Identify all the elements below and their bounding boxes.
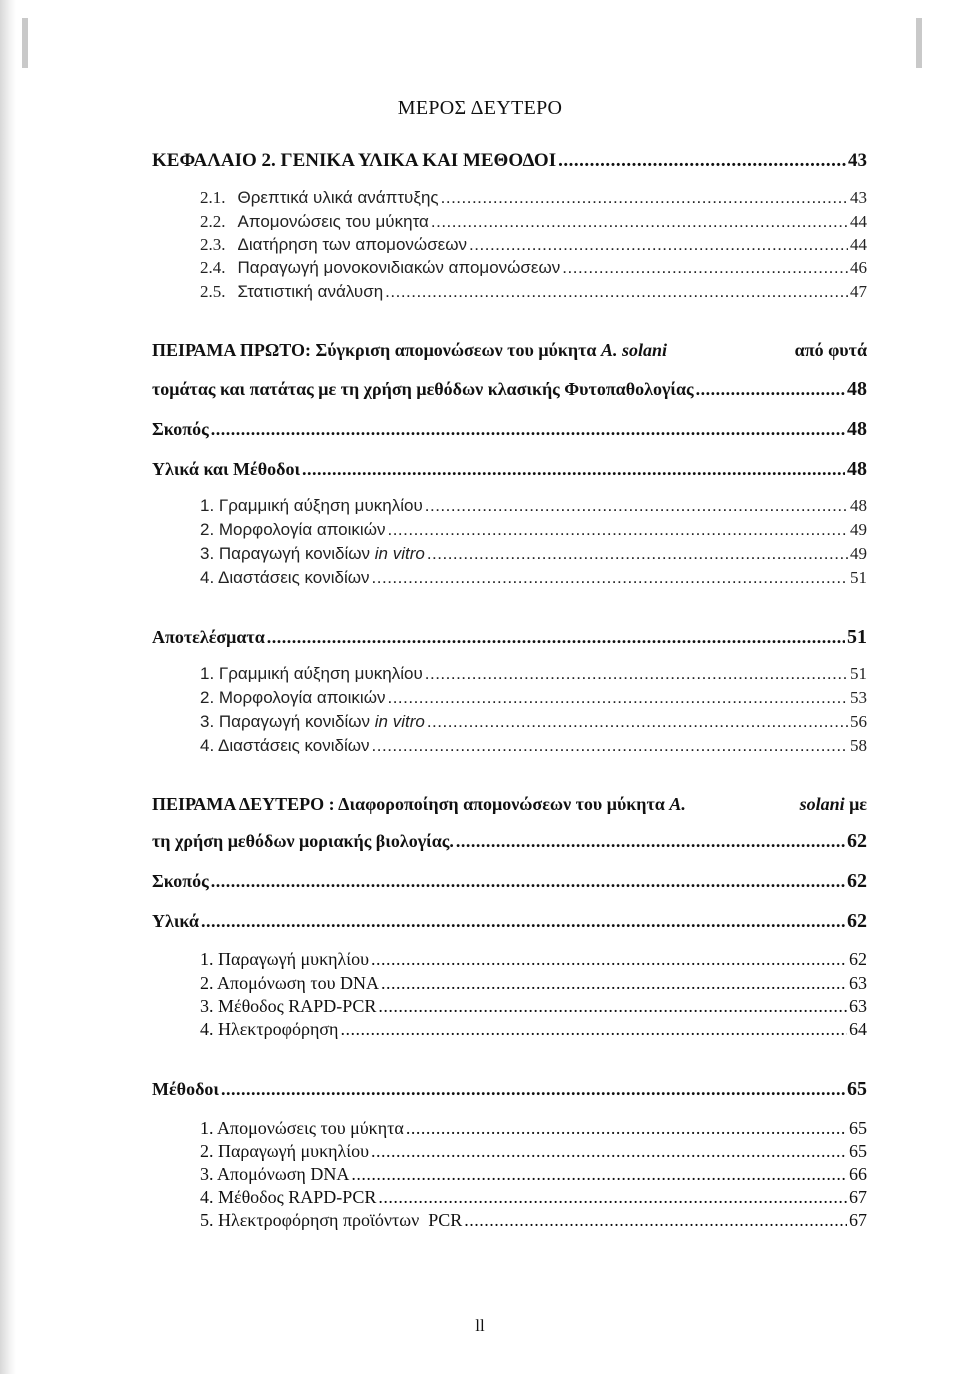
toc-exp2-method-5[interactable]: 5. Ηλεκτροφόρηση προϊόντων PCR ..... 67 <box>200 1210 867 1231</box>
toc-exp2-material-1[interactable]: 1. Παραγωγή μυκηλίου ..... 62 <box>200 949 867 970</box>
toc-exp2-material-4[interactable]: 4. Ηλεκτροφόρηση ..... 64 <box>200 1019 867 1040</box>
toc-exp1-result-1[interactable]: 1. Γραμμική αύξηση μυκηλίου ..... 51 <box>200 664 867 684</box>
toc-exp1-material-3[interactable]: 3. Παραγωγή κονιδίων in vitro ..... 49 <box>200 544 867 564</box>
toc-exp2-method-1[interactable]: 1. Απομονώσεις του μύκητα ..... 65 <box>200 1118 867 1139</box>
toc-section-2-4[interactable]: 2.4. Παραγωγή μονοκονιδιακών απομονώσεων ..... 46 <box>200 258 867 278</box>
scan-mark-right <box>916 18 922 68</box>
toc-exp1-result-3[interactable]: 3. Παραγωγή κονιδίων in vitro ..... 56 <box>200 712 867 732</box>
toc-exp1-materials[interactable]: Υλικά και Μέθοδοι ..... 48 <box>152 458 867 481</box>
toc-exp2-material-3[interactable]: 3. Μέθοδος RAPD-PCR ..... 63 <box>200 996 867 1017</box>
toc-exp2-title-line2[interactable]: τη χρήση μεθόδων μοριακής βιολογίας. ..... 62 <box>152 830 867 853</box>
toc-exp1-results[interactable]: Αποτελέσματα ..... 51 <box>152 626 867 649</box>
toc-chapter-page: 43 <box>848 150 867 171</box>
toc-exp2-material-2[interactable]: 2. Απομόνωση του DNA ..... 63 <box>200 973 867 994</box>
toc-exp2-method-3[interactable]: 3. Απομόνωση DNA ..... 66 <box>200 1164 867 1185</box>
toc-exp1-material-2[interactable]: 2. Μορφολογία αποικιών ..... 49 <box>200 520 867 540</box>
toc-section-2-1[interactable]: 2.1. Θρεπτικά υλικά ανάπτυξης ..... 43 <box>200 188 867 208</box>
page-number: ll <box>475 1316 485 1335</box>
toc-exp2-method-2[interactable]: 2. Παραγωγή μυκηλίου ..... 65 <box>200 1141 867 1162</box>
toc-exp2-title-line1[interactable]: ΠΕΙΡΑΜΑ ΔΕΥΤΕΡΟ : Διαφοροποίηση απομονώσεων του μύκητα A. solani με <box>152 794 867 814</box>
part-title: ΜΕΡΟΣ ΔΕΥΤΕΡΟ <box>397 97 563 119</box>
toc-section-2-3[interactable]: 2.3. Διατήρηση των απομονώσεων ..... 44 <box>200 235 867 255</box>
toc-exp2-methods[interactable]: Μέθοδοι ..... 65 <box>152 1078 867 1101</box>
toc-exp2-aim[interactable]: Σκοπός ..... 62 <box>152 870 867 893</box>
toc-section-2-5[interactable]: 2.5. Στατιστική ανάλυση ..... 47 <box>200 282 867 302</box>
toc-exp2-method-4[interactable]: 4. Μέθοδος RAPD-PCR ..... 67 <box>200 1187 867 1208</box>
toc-exp1-result-4[interactable]: 4. Διαστάσεις κονιδίων ..... 58 <box>200 736 867 756</box>
toc-exp1-material-4[interactable]: 4. Διαστάσεις κονιδίων ..... 51 <box>200 568 867 588</box>
toc-exp1-material-1[interactable]: 1. Γραμμική αύξηση μυκηλίου ..... 48 <box>200 496 867 516</box>
scan-mark-left <box>22 18 28 68</box>
toc-chapter-label: ΚΕΦΑΛΑΙΟ 2. ΓΕΝΙΚΑ ΥΛΙΚΑ ΚΑΙ ΜΕΘΟΔΟΙ <box>152 150 557 171</box>
toc-section-2-2[interactable]: 2.2. Απομονώσεις του μύκητα ..... 44 <box>200 212 867 232</box>
toc-exp1-title-line2[interactable]: τομάτας και πατάτας με τη χρήση μεθόδων κλασικής Φυτοπαθολογίας ..... 48 <box>152 378 867 401</box>
toc-exp2-materials[interactable]: Υλικά ..... 62 <box>152 910 867 933</box>
scan-shadow-edge <box>0 0 16 1374</box>
toc-exp1-title-line1[interactable]: ΠΕΙΡΑΜΑ ΠΡΩΤΟ: Σύγκριση απομονώσεων του μύκητα A. solani από φυτά <box>152 340 867 360</box>
toc-chapter-2[interactable] <box>152 150 867 172</box>
toc-exp1-result-2[interactable]: 2. Μορφολογία αποικιών ..... 53 <box>200 688 867 708</box>
toc-exp1-aim[interactable]: Σκοπός ..... 48 <box>152 418 867 441</box>
